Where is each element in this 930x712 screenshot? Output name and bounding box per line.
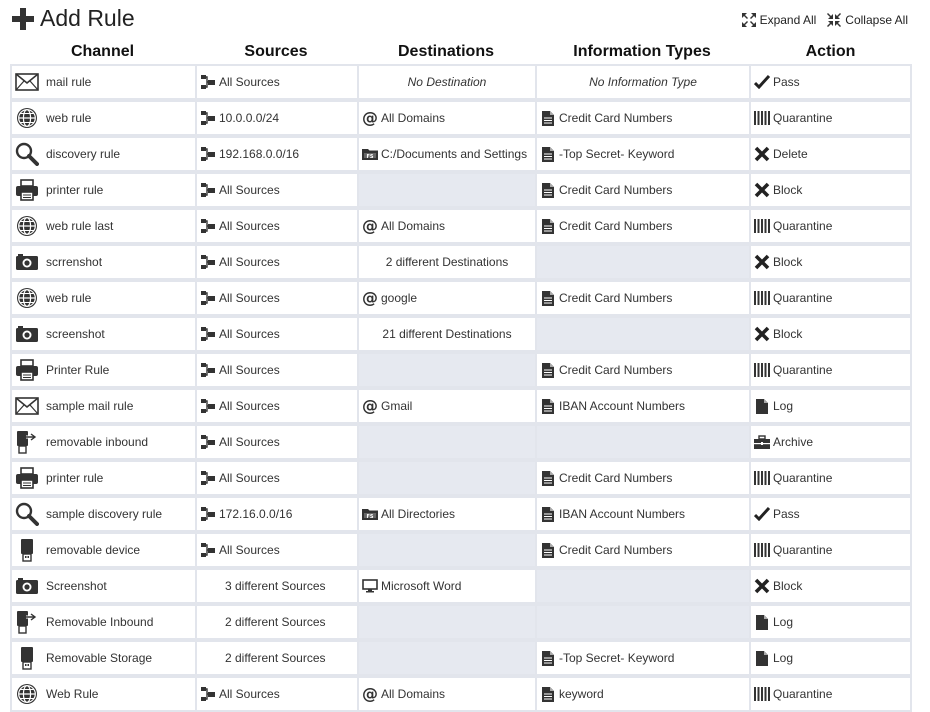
channel-cell[interactable] bbox=[10, 388, 195, 424]
channel-cell[interactable] bbox=[10, 208, 195, 244]
action-value: Block bbox=[773, 255, 803, 269]
information-type-value: Credit Card Numbers bbox=[559, 543, 673, 557]
toolbar-links bbox=[731, 12, 908, 28]
rule-row[interactable] bbox=[10, 100, 912, 136]
sources-icon bbox=[197, 111, 219, 125]
info-doc-icon bbox=[537, 147, 559, 162]
sources-icon bbox=[197, 219, 219, 233]
briefcase-icon bbox=[751, 435, 773, 449]
printer-icon bbox=[12, 359, 42, 381]
destinations-value: All Domains bbox=[381, 111, 446, 125]
magnifier-icon bbox=[12, 142, 42, 166]
action-value: Quarantine bbox=[773, 219, 833, 233]
rule-row[interactable] bbox=[10, 496, 912, 532]
sources-value: 10.0.0.0/24 bbox=[219, 111, 280, 125]
channel-cell[interactable] bbox=[10, 460, 195, 496]
info-doc-icon bbox=[537, 399, 559, 414]
destinations-value: Gmail bbox=[381, 399, 413, 413]
rule-row[interactable] bbox=[10, 316, 912, 352]
sources-value: 2 different Sources bbox=[225, 651, 326, 665]
action-cell[interactable] bbox=[749, 568, 912, 604]
envelope-icon bbox=[12, 397, 42, 415]
action-cell[interactable] bbox=[749, 388, 912, 424]
information-type-value: keyword bbox=[559, 687, 604, 701]
sources-cell[interactable] bbox=[195, 208, 357, 244]
folder-icon bbox=[359, 507, 381, 521]
action-value: Archive bbox=[773, 435, 814, 449]
channel-cell[interactable] bbox=[10, 568, 195, 604]
information-type-value: Credit Card Numbers bbox=[559, 471, 673, 485]
sources-value: 192.168.0.0/16 bbox=[219, 147, 300, 161]
usb-icon bbox=[12, 538, 42, 562]
destinations-cell[interactable] bbox=[357, 388, 535, 424]
sources-icon bbox=[197, 399, 219, 413]
destinations-cell[interactable] bbox=[357, 136, 535, 172]
rule-row[interactable] bbox=[10, 172, 912, 208]
sources-cell[interactable] bbox=[195, 280, 357, 316]
destinations-cell[interactable] bbox=[357, 604, 535, 640]
barcode-icon bbox=[751, 363, 773, 377]
camera-icon bbox=[12, 325, 42, 343]
sources-icon bbox=[197, 687, 219, 701]
action-value: Block bbox=[773, 183, 803, 197]
channel-cell[interactable] bbox=[10, 172, 195, 208]
sources-value: All Sources bbox=[219, 255, 280, 269]
barcode-icon bbox=[751, 291, 773, 305]
rule-row[interactable] bbox=[10, 280, 912, 316]
action-value: Quarantine bbox=[773, 471, 833, 485]
plus-icon bbox=[10, 6, 36, 32]
sources-icon bbox=[197, 327, 219, 341]
destinations-value: All Domains bbox=[381, 687, 446, 701]
action-value: Quarantine bbox=[773, 543, 833, 557]
destinations-cell[interactable] bbox=[357, 640, 535, 676]
sources-cell[interactable] bbox=[195, 640, 357, 676]
information-types-cell[interactable] bbox=[535, 280, 749, 316]
action-cell[interactable] bbox=[749, 532, 912, 568]
globe-icon bbox=[12, 107, 42, 129]
column-header-destinations[interactable]: Destinations bbox=[397, 43, 494, 60]
channel-name: Web Rule bbox=[46, 687, 99, 701]
table-header-row bbox=[10, 40, 912, 64]
x-icon bbox=[751, 326, 773, 342]
action-cell[interactable] bbox=[749, 64, 912, 100]
info-doc-icon bbox=[537, 687, 559, 702]
information-type-value: Credit Card Numbers bbox=[559, 219, 673, 233]
channel-name: printer rule bbox=[46, 471, 104, 485]
info-doc-icon bbox=[537, 363, 559, 378]
channel-name: discovery rule bbox=[46, 147, 121, 161]
sources-cell[interactable] bbox=[195, 568, 357, 604]
information-types-cell[interactable] bbox=[535, 172, 749, 208]
information-types-cell[interactable] bbox=[535, 424, 749, 460]
information-types-cell[interactable] bbox=[535, 64, 749, 100]
sources-value: 2 different Sources bbox=[225, 615, 326, 629]
destinations-value: All Directories bbox=[381, 507, 456, 521]
information-types-cell[interactable] bbox=[535, 244, 749, 280]
expand-icon bbox=[741, 12, 757, 28]
action-value: Delete bbox=[773, 147, 808, 161]
rule-row[interactable] bbox=[10, 424, 912, 460]
destinations-cell[interactable] bbox=[357, 208, 535, 244]
globe-icon bbox=[12, 683, 42, 705]
sources-cell[interactable] bbox=[195, 244, 357, 280]
sources-value: All Sources bbox=[219, 471, 280, 485]
information-type-value: Credit Card Numbers bbox=[559, 363, 673, 377]
action-value: Quarantine bbox=[773, 363, 833, 377]
rule-row[interactable] bbox=[10, 460, 912, 496]
destinations-cell[interactable] bbox=[357, 676, 535, 712]
sources-icon bbox=[197, 291, 219, 305]
camera-icon bbox=[12, 253, 42, 271]
rule-row[interactable] bbox=[10, 388, 912, 424]
folder-icon bbox=[359, 147, 381, 161]
sources-icon bbox=[197, 75, 219, 89]
rule-row[interactable] bbox=[10, 532, 912, 568]
sources-value: All Sources bbox=[219, 327, 280, 341]
column-header-action[interactable]: Action bbox=[805, 43, 856, 60]
sources-icon bbox=[197, 471, 219, 485]
sources-cell[interactable] bbox=[195, 172, 357, 208]
action-cell[interactable] bbox=[749, 460, 912, 496]
action-cell[interactable] bbox=[749, 640, 912, 676]
x-icon bbox=[751, 182, 773, 198]
globe-icon bbox=[12, 287, 42, 309]
sources-cell[interactable] bbox=[195, 352, 357, 388]
rule-row[interactable] bbox=[10, 352, 912, 388]
channel-name: Screenshot bbox=[46, 579, 107, 593]
destinations-value: No Destination bbox=[407, 75, 487, 89]
sources-value: All Sources bbox=[219, 291, 280, 305]
information-types-cell[interactable] bbox=[535, 604, 749, 640]
barcode-icon bbox=[751, 471, 773, 485]
information-types-cell[interactable] bbox=[535, 568, 749, 604]
sources-cell[interactable] bbox=[195, 136, 357, 172]
destinations-cell[interactable] bbox=[357, 244, 535, 280]
channel-name: printer rule bbox=[46, 183, 104, 197]
action-value: Block bbox=[773, 327, 803, 341]
svg-text:@: @ bbox=[362, 398, 378, 414]
channel-cell[interactable] bbox=[10, 64, 195, 100]
information-type-value: Credit Card Numbers bbox=[559, 291, 673, 305]
usb-out-icon bbox=[12, 430, 42, 454]
printer-icon bbox=[12, 179, 42, 201]
rules-table bbox=[10, 40, 912, 712]
destinations-cell[interactable] bbox=[357, 460, 535, 496]
sources-value: All Sources bbox=[219, 543, 280, 557]
information-types-cell[interactable] bbox=[535, 388, 749, 424]
printer-icon bbox=[12, 467, 42, 489]
sources-cell[interactable] bbox=[195, 64, 357, 100]
sources-value: 172.16.0.0/16 bbox=[219, 507, 293, 521]
camera-icon bbox=[12, 577, 42, 595]
info-doc-icon bbox=[537, 111, 559, 126]
sources-value: 3 different Sources bbox=[225, 579, 326, 593]
information-types-cell[interactable] bbox=[535, 316, 749, 352]
channel-cell[interactable] bbox=[10, 604, 195, 640]
info-doc-icon bbox=[537, 507, 559, 522]
action-cell[interactable] bbox=[749, 208, 912, 244]
sources-icon bbox=[197, 363, 219, 377]
destinations-cell[interactable] bbox=[357, 280, 535, 316]
sources-value: All Sources bbox=[219, 435, 280, 449]
action-value: Pass bbox=[773, 75, 800, 89]
rule-row[interactable] bbox=[10, 604, 912, 640]
sources-icon bbox=[197, 183, 219, 197]
channel-cell[interactable] bbox=[10, 100, 195, 136]
usb-icon bbox=[12, 646, 42, 670]
information-types-cell[interactable] bbox=[535, 640, 749, 676]
svg-text:FS: FS bbox=[366, 514, 374, 520]
channel-cell[interactable] bbox=[10, 532, 195, 568]
rule-row[interactable] bbox=[10, 640, 912, 676]
channel-name: screenshot bbox=[46, 327, 105, 341]
document-icon bbox=[751, 651, 773, 666]
barcode-icon bbox=[751, 111, 773, 125]
channel-cell[interactable] bbox=[10, 136, 195, 172]
information-types-cell[interactable] bbox=[535, 136, 749, 172]
expand-all-button[interactable] bbox=[741, 12, 817, 28]
information-type-value: IBAN Account Numbers bbox=[559, 399, 686, 413]
expand-all-label: Expand All bbox=[759, 13, 817, 27]
action-value: Quarantine bbox=[773, 291, 833, 305]
destinations-cell[interactable] bbox=[357, 352, 535, 388]
channel-name: removable inbound bbox=[46, 435, 149, 449]
information-types-cell[interactable] bbox=[535, 208, 749, 244]
at-icon bbox=[359, 110, 381, 126]
action-value: Log bbox=[773, 651, 794, 665]
sources-cell[interactable] bbox=[195, 388, 357, 424]
action-cell[interactable] bbox=[749, 676, 912, 712]
info-doc-icon bbox=[537, 651, 559, 666]
destinations-value: google bbox=[381, 291, 418, 305]
channel-cell[interactable] bbox=[10, 424, 195, 460]
destinations-cell[interactable] bbox=[357, 496, 535, 532]
rule-row[interactable] bbox=[10, 244, 912, 280]
channel-cell[interactable] bbox=[10, 244, 195, 280]
channel-name: web rule last bbox=[46, 219, 114, 233]
action-value: Block bbox=[773, 579, 803, 593]
barcode-icon bbox=[751, 219, 773, 233]
action-value: Log bbox=[773, 399, 794, 413]
destinations-value: All Domains bbox=[381, 219, 446, 233]
information-type-value: -Top Secret- Keyword bbox=[559, 147, 675, 161]
svg-text:@: @ bbox=[362, 686, 378, 702]
channel-cell[interactable] bbox=[10, 280, 195, 316]
channel-name: Removable Inbound bbox=[46, 615, 154, 629]
channel-name: sample mail rule bbox=[46, 399, 134, 413]
x-icon bbox=[751, 578, 773, 594]
add-rule-button[interactable] bbox=[10, 5, 135, 32]
monitor-icon bbox=[359, 579, 381, 593]
information-type-value: Credit Card Numbers bbox=[559, 183, 673, 197]
column-header-information-types[interactable]: Information Types bbox=[573, 43, 711, 60]
sources-value: All Sources bbox=[219, 399, 280, 413]
sources-icon bbox=[197, 147, 219, 161]
sources-cell[interactable] bbox=[195, 460, 357, 496]
info-doc-icon bbox=[537, 471, 559, 486]
destinations-cell[interactable] bbox=[357, 172, 535, 208]
channel-name: Removable Storage bbox=[46, 651, 153, 665]
destinations-cell[interactable] bbox=[357, 568, 535, 604]
information-types-cell[interactable] bbox=[535, 532, 749, 568]
action-cell[interactable] bbox=[749, 136, 912, 172]
sources-cell[interactable] bbox=[195, 496, 357, 532]
document-icon bbox=[751, 615, 773, 630]
sources-value: All Sources bbox=[219, 75, 280, 89]
x-icon bbox=[751, 254, 773, 270]
sources-value: All Sources bbox=[219, 363, 280, 377]
information-types-cell[interactable] bbox=[535, 100, 749, 136]
information-type-value: No Information Type bbox=[589, 75, 697, 89]
channel-name: Printer Rule bbox=[46, 363, 110, 377]
document-icon bbox=[751, 399, 773, 414]
channel-name: web rule bbox=[46, 111, 92, 125]
collapse-all-label: Collapse All bbox=[845, 13, 908, 27]
information-types-cell[interactable] bbox=[535, 352, 749, 388]
check-icon bbox=[751, 75, 773, 89]
action-value: Quarantine bbox=[773, 111, 833, 125]
add-rule-label: Add Rule bbox=[40, 5, 135, 31]
top-bar bbox=[0, 0, 930, 40]
collapse-icon bbox=[826, 12, 842, 28]
sources-cell[interactable] bbox=[195, 532, 357, 568]
barcode-icon bbox=[751, 687, 773, 701]
at-icon bbox=[359, 290, 381, 306]
rule-row[interactable] bbox=[10, 568, 912, 604]
sources-icon bbox=[197, 435, 219, 449]
globe-icon bbox=[12, 215, 42, 237]
barcode-icon bbox=[751, 543, 773, 557]
rule-row[interactable] bbox=[10, 676, 912, 712]
svg-text:@: @ bbox=[362, 218, 378, 234]
svg-text:@: @ bbox=[362, 110, 378, 126]
rule-row[interactable] bbox=[10, 136, 912, 172]
at-icon bbox=[359, 218, 381, 234]
information-types-cell[interactable] bbox=[535, 676, 749, 712]
action-cell[interactable] bbox=[749, 172, 912, 208]
information-type-value: IBAN Account Numbers bbox=[559, 507, 686, 521]
action-value: Log bbox=[773, 615, 794, 629]
channel-cell[interactable] bbox=[10, 640, 195, 676]
destinations-cell[interactable] bbox=[357, 64, 535, 100]
channel-cell[interactable] bbox=[10, 676, 195, 712]
channel-name: mail rule bbox=[46, 75, 92, 89]
sources-cell[interactable] bbox=[195, 604, 357, 640]
column-header-channel[interactable]: Channel bbox=[70, 43, 135, 60]
action-cell[interactable] bbox=[749, 244, 912, 280]
channel-name: removable device bbox=[46, 543, 141, 557]
x-icon bbox=[751, 146, 773, 162]
rule-row[interactable] bbox=[10, 208, 912, 244]
action-cell[interactable] bbox=[749, 424, 912, 460]
action-value: Pass bbox=[773, 507, 800, 521]
check-icon bbox=[751, 507, 773, 521]
svg-text:FS: FS bbox=[366, 154, 374, 160]
destinations-cell[interactable] bbox=[357, 316, 535, 352]
info-doc-icon bbox=[537, 219, 559, 234]
channel-name: web rule bbox=[46, 291, 92, 305]
action-cell[interactable] bbox=[749, 496, 912, 532]
action-cell[interactable] bbox=[749, 100, 912, 136]
information-type-value: -Top Secret- Keyword bbox=[559, 651, 675, 665]
sources-cell[interactable] bbox=[195, 424, 357, 460]
info-doc-icon bbox=[537, 183, 559, 198]
sources-icon bbox=[197, 255, 219, 269]
action-value: Quarantine bbox=[773, 687, 833, 701]
destinations-value: 2 different Destinations bbox=[385, 255, 509, 269]
information-type-value: Credit Card Numbers bbox=[559, 111, 673, 125]
usb-out-icon bbox=[12, 610, 42, 634]
destinations-value: 21 different Destinations bbox=[382, 327, 512, 341]
at-icon bbox=[359, 686, 381, 702]
channel-cell[interactable] bbox=[10, 496, 195, 532]
channel-name: sample discovery rule bbox=[46, 507, 163, 521]
action-cell[interactable] bbox=[749, 604, 912, 640]
channel-cell[interactable] bbox=[10, 316, 195, 352]
sources-value: All Sources bbox=[219, 219, 280, 233]
sources-cell[interactable] bbox=[195, 100, 357, 136]
info-doc-icon bbox=[537, 543, 559, 558]
at-icon bbox=[359, 398, 381, 414]
sources-cell[interactable] bbox=[195, 676, 357, 712]
channel-cell[interactable] bbox=[10, 352, 195, 388]
action-cell[interactable] bbox=[749, 280, 912, 316]
envelope-icon bbox=[12, 73, 42, 91]
action-cell[interactable] bbox=[749, 316, 912, 352]
action-cell[interactable] bbox=[749, 352, 912, 388]
column-header-sources[interactable]: Sources bbox=[244, 43, 308, 60]
sources-icon bbox=[197, 507, 219, 521]
sources-icon bbox=[197, 543, 219, 557]
destinations-cell[interactable] bbox=[357, 100, 535, 136]
sources-value: All Sources bbox=[219, 687, 280, 701]
destinations-cell[interactable] bbox=[357, 424, 535, 460]
sources-value: All Sources bbox=[219, 183, 280, 197]
info-doc-icon bbox=[537, 291, 559, 306]
destinations-cell[interactable] bbox=[357, 532, 535, 568]
sources-cell[interactable] bbox=[195, 316, 357, 352]
destinations-value: C:/Documents and Settings bbox=[381, 147, 528, 161]
collapse-all-button[interactable] bbox=[826, 12, 908, 28]
magnifier-icon bbox=[12, 502, 42, 526]
svg-text:@: @ bbox=[362, 290, 378, 306]
channel-name: scrrenshot bbox=[46, 255, 103, 269]
information-types-cell[interactable] bbox=[535, 460, 749, 496]
rule-row[interactable] bbox=[10, 64, 912, 100]
information-types-cell[interactable] bbox=[535, 496, 749, 532]
destinations-value: Microsoft Word bbox=[381, 579, 462, 593]
